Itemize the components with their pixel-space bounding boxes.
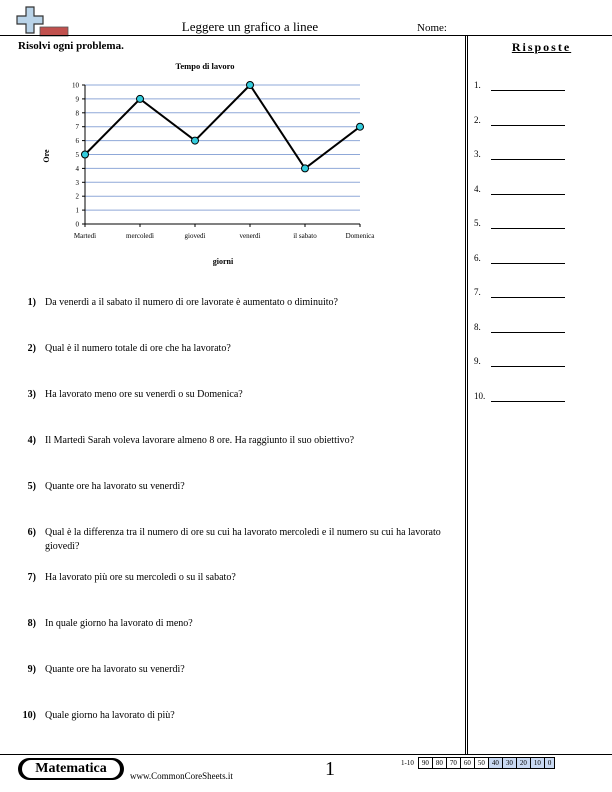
page-title: Leggere un grafico a linee [181, 19, 319, 34]
y-tick-label: 6 [75, 137, 79, 146]
question-number: 8) [27, 618, 36, 629]
data-point [247, 82, 254, 89]
header-divider [0, 35, 612, 36]
score-cell: 20 [516, 758, 530, 769]
x-axis-label: giorni [212, 257, 234, 266]
score-cell: 50 [474, 758, 488, 769]
question-number: 3) [27, 389, 36, 400]
score-table [398, 757, 555, 769]
x-tick-label: venerdì [239, 232, 261, 240]
answer-number: 1. [474, 80, 481, 90]
answer-blank[interactable] [491, 332, 565, 333]
y-axis-label: Ore [42, 149, 51, 163]
x-ticks [74, 224, 375, 240]
answer-blank[interactable] [491, 228, 565, 229]
question-text: Ha lavorato più ore su mercoledì o su il sabato? [45, 572, 236, 583]
answer-blank[interactable] [491, 90, 565, 91]
question-number: 6) [27, 527, 36, 538]
plus-logo-icon [16, 5, 70, 37]
y-tick-label: 3 [75, 178, 79, 187]
y-tick-label: 8 [75, 109, 79, 118]
score-cell: 90 [418, 758, 432, 769]
question-text: Quante ore ha lavorato su venerdì? [45, 481, 185, 492]
x-tick-label: il sabato [293, 232, 317, 240]
question-text: Da venerdì a il sabato il numero di ore lavorate è aumentato o diminuito? [45, 297, 338, 308]
y-tick-label: 5 [75, 151, 79, 159]
answer-number: 9. [474, 356, 481, 366]
y-tick-label: 10 [72, 81, 79, 90]
chart-title: Tempo di lavoro [175, 61, 235, 71]
x-tick-label: Martedì [73, 232, 97, 240]
answer-number: 8. [474, 321, 481, 332]
score-cell: 30 [502, 758, 516, 769]
answer-number: 3. [474, 149, 481, 159]
answer-number: 5. [474, 218, 481, 228]
score-cell: 10 [530, 758, 544, 769]
question-text: Qual è la differenza tra il numero di ore su cui ha lavorato mercoledì e il numero su cui ha lavorato giovedì? [45, 527, 441, 552]
question-number: 4) [27, 435, 36, 446]
chart-grid [85, 85, 360, 210]
question-text: Il Martedì Sarah voleva lavorare almeno 8 ore. Ha raggiunto il suo obiettivo? [45, 435, 355, 446]
question-number: 10) [22, 710, 36, 721]
answers-title: Risposte [511, 40, 572, 54]
x-tick-label: giovedì [184, 232, 206, 240]
y-tick-label: 1 [75, 206, 79, 215]
question-number: 7) [27, 572, 36, 583]
y-tick-label: 4 [75, 164, 79, 173]
question-text: Quale giorno ha lavorato di più? [45, 710, 175, 721]
question-number: 2) [27, 343, 36, 354]
question-number: 5) [27, 481, 36, 492]
answer-blank[interactable] [491, 401, 565, 402]
score-cell: 0 [544, 758, 555, 769]
answer-blank[interactable] [491, 263, 565, 264]
answer-blank[interactable] [491, 159, 565, 160]
line-chart [18, 56, 398, 271]
score-cell: 80 [432, 758, 446, 769]
instructions: Risolvi ogni problema. [18, 40, 124, 52]
question-text: Quante ore ha lavorato su venerdì? [45, 664, 185, 675]
page-number: 1 [325, 758, 335, 780]
y-tick-label: 7 [75, 123, 79, 132]
data-point [357, 123, 364, 130]
answer-number: 2. [474, 114, 481, 125]
x-tick-label: mercoledì [126, 232, 154, 240]
answer-blank[interactable] [491, 366, 565, 367]
score-cell: 40 [488, 758, 502, 769]
name-label: Nome: [417, 22, 447, 34]
answer-blank[interactable] [491, 297, 565, 298]
y-tick-label: 2 [75, 192, 79, 201]
x-tick-label: Domenica [345, 232, 375, 240]
question-number: 1) [27, 297, 36, 308]
data-point [137, 95, 144, 102]
question-text: In quale giorno ha lavorato di meno? [45, 618, 193, 629]
y-tick-label: 9 [75, 95, 79, 104]
score-label: 1-10 [401, 759, 414, 767]
answer-number: 6. [474, 252, 481, 263]
answer-blank[interactable] [491, 194, 565, 195]
data-point [192, 137, 199, 144]
answers-divider [465, 36, 468, 754]
score-cell: 60 [460, 758, 474, 769]
website-link[interactable]: www.CommonCoreSheets.it [130, 771, 233, 781]
brand-label: Matematica [22, 760, 120, 778]
data-point [82, 151, 89, 158]
answer-number: 4. [474, 183, 481, 194]
y-tick-label: 0 [75, 220, 79, 229]
answer-number: 10. [474, 390, 486, 401]
question-text: Ha lavorato meno ore su venerdì o su Domenica? [45, 389, 243, 400]
question-text: Qual è il numero totale di ore che ha lavorato? [45, 343, 231, 354]
question-number: 9) [27, 664, 36, 675]
data-point [302, 165, 309, 172]
answer-number: 7. [474, 287, 481, 297]
score-cell: 70 [446, 758, 460, 769]
footer-divider [0, 754, 612, 755]
answer-blank[interactable] [491, 125, 565, 126]
